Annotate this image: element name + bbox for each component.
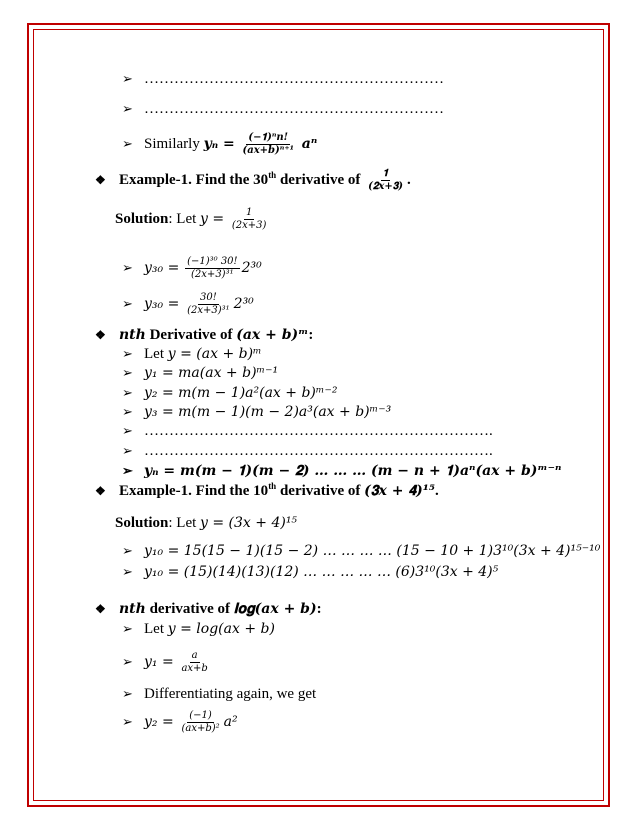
dotted-line-2 [122, 100, 444, 118]
arrow-bullet-icon: ➢ [122, 404, 133, 419]
diamond-bullet-icon: ❖ [95, 484, 106, 498]
solution-text: : Let [168, 210, 197, 227]
nth2-math2: 𝐥𝐨𝐠(𝒂𝒙 + 𝒃) [233, 601, 317, 617]
log-y2-num: (−1) [189, 710, 212, 721]
arrow-bullet-icon: ➢ [122, 101, 133, 116]
diamond-bullet-icon: ❖ [95, 602, 106, 616]
step-log-y1 [122, 650, 212, 675]
nth-derivative-heading-2 [95, 600, 322, 618]
nth2-math: 𝒏𝒕𝒉 [119, 601, 146, 617]
example-1-text: Example-1. Find the 30 [119, 171, 269, 188]
let-text: Let [144, 621, 164, 637]
arrow-bullet-icon: ➢ [122, 463, 133, 478]
log-y2-rhs: 𝑎² [223, 713, 238, 730]
arrow-bullet-icon: ➢ [122, 443, 133, 458]
y2-math: 𝑦₂ = 𝑚(𝑚 − 1)𝑎²(𝑎𝑥 + 𝑏)ᵐ⁻² [144, 385, 338, 401]
log-y2-den: (𝑎𝑥+𝑏)² [181, 723, 220, 734]
sol1-lhs: 𝑦 = [200, 210, 225, 227]
step-dots-2 [122, 442, 493, 460]
example-2-text: Example-1. Find the 10 [119, 483, 269, 499]
example-1-heading [95, 168, 411, 193]
let-math: 𝑦 = (𝑎𝑥 + 𝑏)ᵐ [167, 346, 262, 362]
y30b-den: (2𝑥+3)³¹ [187, 305, 230, 316]
arrow-bullet-icon: ➢ [122, 423, 133, 438]
ex1-num: 𝟏 [382, 168, 389, 179]
log-y1-fraction [179, 650, 209, 675]
step-log-y2 [122, 710, 238, 735]
dotted-line-1 [122, 70, 444, 88]
arrow-bullet-icon: ➢ [122, 365, 133, 380]
y30-step-2 [122, 292, 254, 317]
solution-label: Solution [115, 515, 169, 531]
yn-lhs: 𝒚ₙ = [203, 135, 235, 152]
example-1-fraction [366, 168, 405, 193]
log-y1-lhs: 𝑦₁ = [144, 653, 174, 670]
y30a-den: (2𝑥+3)³¹ [191, 269, 234, 280]
log-y2-fraction [179, 710, 221, 735]
similarly-line [122, 132, 317, 157]
step-yn-general [122, 462, 561, 480]
diamond-bullet-icon: ❖ [95, 328, 106, 342]
step-y3 [122, 403, 391, 421]
example-2-math: (𝟑𝒙 + 𝟒)¹⁵ [364, 483, 435, 499]
nth1-math2: (𝒂𝒙 + 𝒃)ᵐ [236, 327, 309, 343]
y30b-num: 30! [199, 292, 217, 303]
example-2-sup: th [268, 481, 277, 491]
nth2-text: derivative of [149, 601, 230, 617]
arrow-bullet-icon: ➢ [122, 653, 133, 669]
arrow-bullet-icon: ➢ [122, 543, 133, 558]
dots-text: ……………………………………………………………. [144, 423, 493, 439]
y10b-math: 𝑦₁₀ = (15)(14)(13)(12) … … … … … (6)3¹⁰(3𝑥 + 4)⁵ [144, 564, 499, 580]
y30b-fraction [185, 292, 232, 317]
y30a-fraction [185, 256, 239, 281]
example-2-heading [95, 482, 439, 500]
arrow-bullet-icon: ➢ [122, 135, 133, 151]
nth2-end: : [316, 601, 322, 617]
example-1-text2: derivative of [279, 171, 361, 188]
sol1-fraction [230, 207, 269, 232]
y30b-rhs: 2³⁰ [233, 295, 254, 312]
solution-label: Solution [115, 210, 169, 227]
yn-general-math: 𝒚ₙ = 𝒎(𝒎 − 𝟏)(𝒎 − 𝟐) … … … (𝒎 − 𝒏 + 𝟏)𝒂ⁿ(𝒂𝒙 + 𝒃)ᵐ⁻ⁿ [144, 463, 562, 479]
diamond-bullet-icon: ❖ [95, 172, 106, 187]
nth-derivative-heading-1 [95, 326, 313, 344]
arrow-bullet-icon: ➢ [122, 71, 133, 86]
y1-math: 𝑦₁ = 𝑚𝑎(𝑎𝑥 + 𝑏)ᵐ⁻¹ [144, 365, 279, 381]
step-y1 [122, 364, 278, 382]
step-y2 [122, 384, 337, 402]
arrow-bullet-icon: ➢ [122, 564, 133, 579]
yn-den: (𝒂𝒙+𝒃)ⁿ⁺¹ [242, 145, 295, 156]
sol1-den: (2𝑥+3) [231, 220, 267, 231]
arrow-bullet-icon: ➢ [122, 295, 133, 311]
step-differentiating [122, 685, 316, 703]
nth1-end: : [308, 327, 314, 343]
y3-math: 𝑦₃ = 𝑚(𝑚 − 1)(𝑚 − 2)𝑎³(𝑎𝑥 + 𝑏)ᵐ⁻³ [144, 404, 392, 420]
arrow-bullet-icon: ➢ [122, 385, 133, 400]
y30b-lhs: 𝑦₃₀ = [144, 295, 180, 312]
y30a-rhs: 2³⁰ [241, 259, 262, 276]
dots-text: ……………………………………………………………. [144, 443, 493, 459]
y30a-lhs: 𝑦₃₀ = [144, 259, 180, 276]
step-let-y [122, 345, 262, 363]
arrow-bullet-icon: ➢ [122, 259, 133, 275]
nth1-text: Derivative of [149, 327, 233, 343]
nth1-math: 𝒏𝒕𝒉 [119, 327, 146, 343]
ex1-den: (𝟐𝒙+𝟑) [368, 181, 404, 192]
solution-text: : Let [168, 515, 197, 531]
yn-fraction [241, 132, 297, 157]
solution-2-line [115, 514, 297, 532]
arrow-bullet-icon: ➢ [122, 346, 133, 361]
y30a-num: (−1)³⁰ 30! [187, 256, 238, 267]
log-y1-den: 𝑎𝑥+𝑏 [181, 663, 208, 674]
y10-step-1 [122, 542, 600, 560]
y10-step-2 [122, 563, 498, 581]
let-log-math: 𝑦 = log(𝑎𝑥 + 𝑏) [167, 621, 275, 637]
arrow-bullet-icon: ➢ [122, 621, 133, 636]
ex1-end: . [407, 171, 411, 188]
dots-text: …………………………………………………… [144, 101, 444, 117]
arrow-bullet-icon: ➢ [122, 713, 133, 729]
solution-1-line [115, 207, 270, 232]
arrow-bullet-icon: ➢ [122, 686, 133, 701]
log-y1-num: 𝑎 [191, 650, 198, 661]
step-let-log [122, 620, 275, 638]
ex2-end: . [435, 483, 439, 499]
yn-rhs: 𝒂ⁿ [301, 135, 318, 152]
example-2-text2: derivative of [279, 483, 361, 499]
example-1-sup: th [268, 169, 277, 180]
yn-num: (−𝟏)ⁿ𝒏! [248, 132, 289, 143]
step-dots-1 [122, 422, 493, 440]
log-y2-lhs: 𝑦₂ = [144, 713, 174, 730]
differentiating-text: Differentiating again, we get [144, 686, 317, 702]
sol2-math: 𝑦 = (3𝑥 + 4)¹⁵ [200, 515, 298, 531]
let-text: Let [144, 346, 164, 362]
y30-step-1 [122, 256, 262, 281]
sol1-num: 1 [245, 207, 253, 218]
y10a-math: 𝑦₁₀ = 15(15 − 1)(15 − 2) … … … … (15 − 10 + 1)3¹⁰(3𝑥 + 4)¹⁵⁻¹⁰ [144, 543, 601, 559]
similarly-text: Similarly [144, 135, 200, 152]
dots-text: …………………………………………………… [144, 71, 444, 87]
